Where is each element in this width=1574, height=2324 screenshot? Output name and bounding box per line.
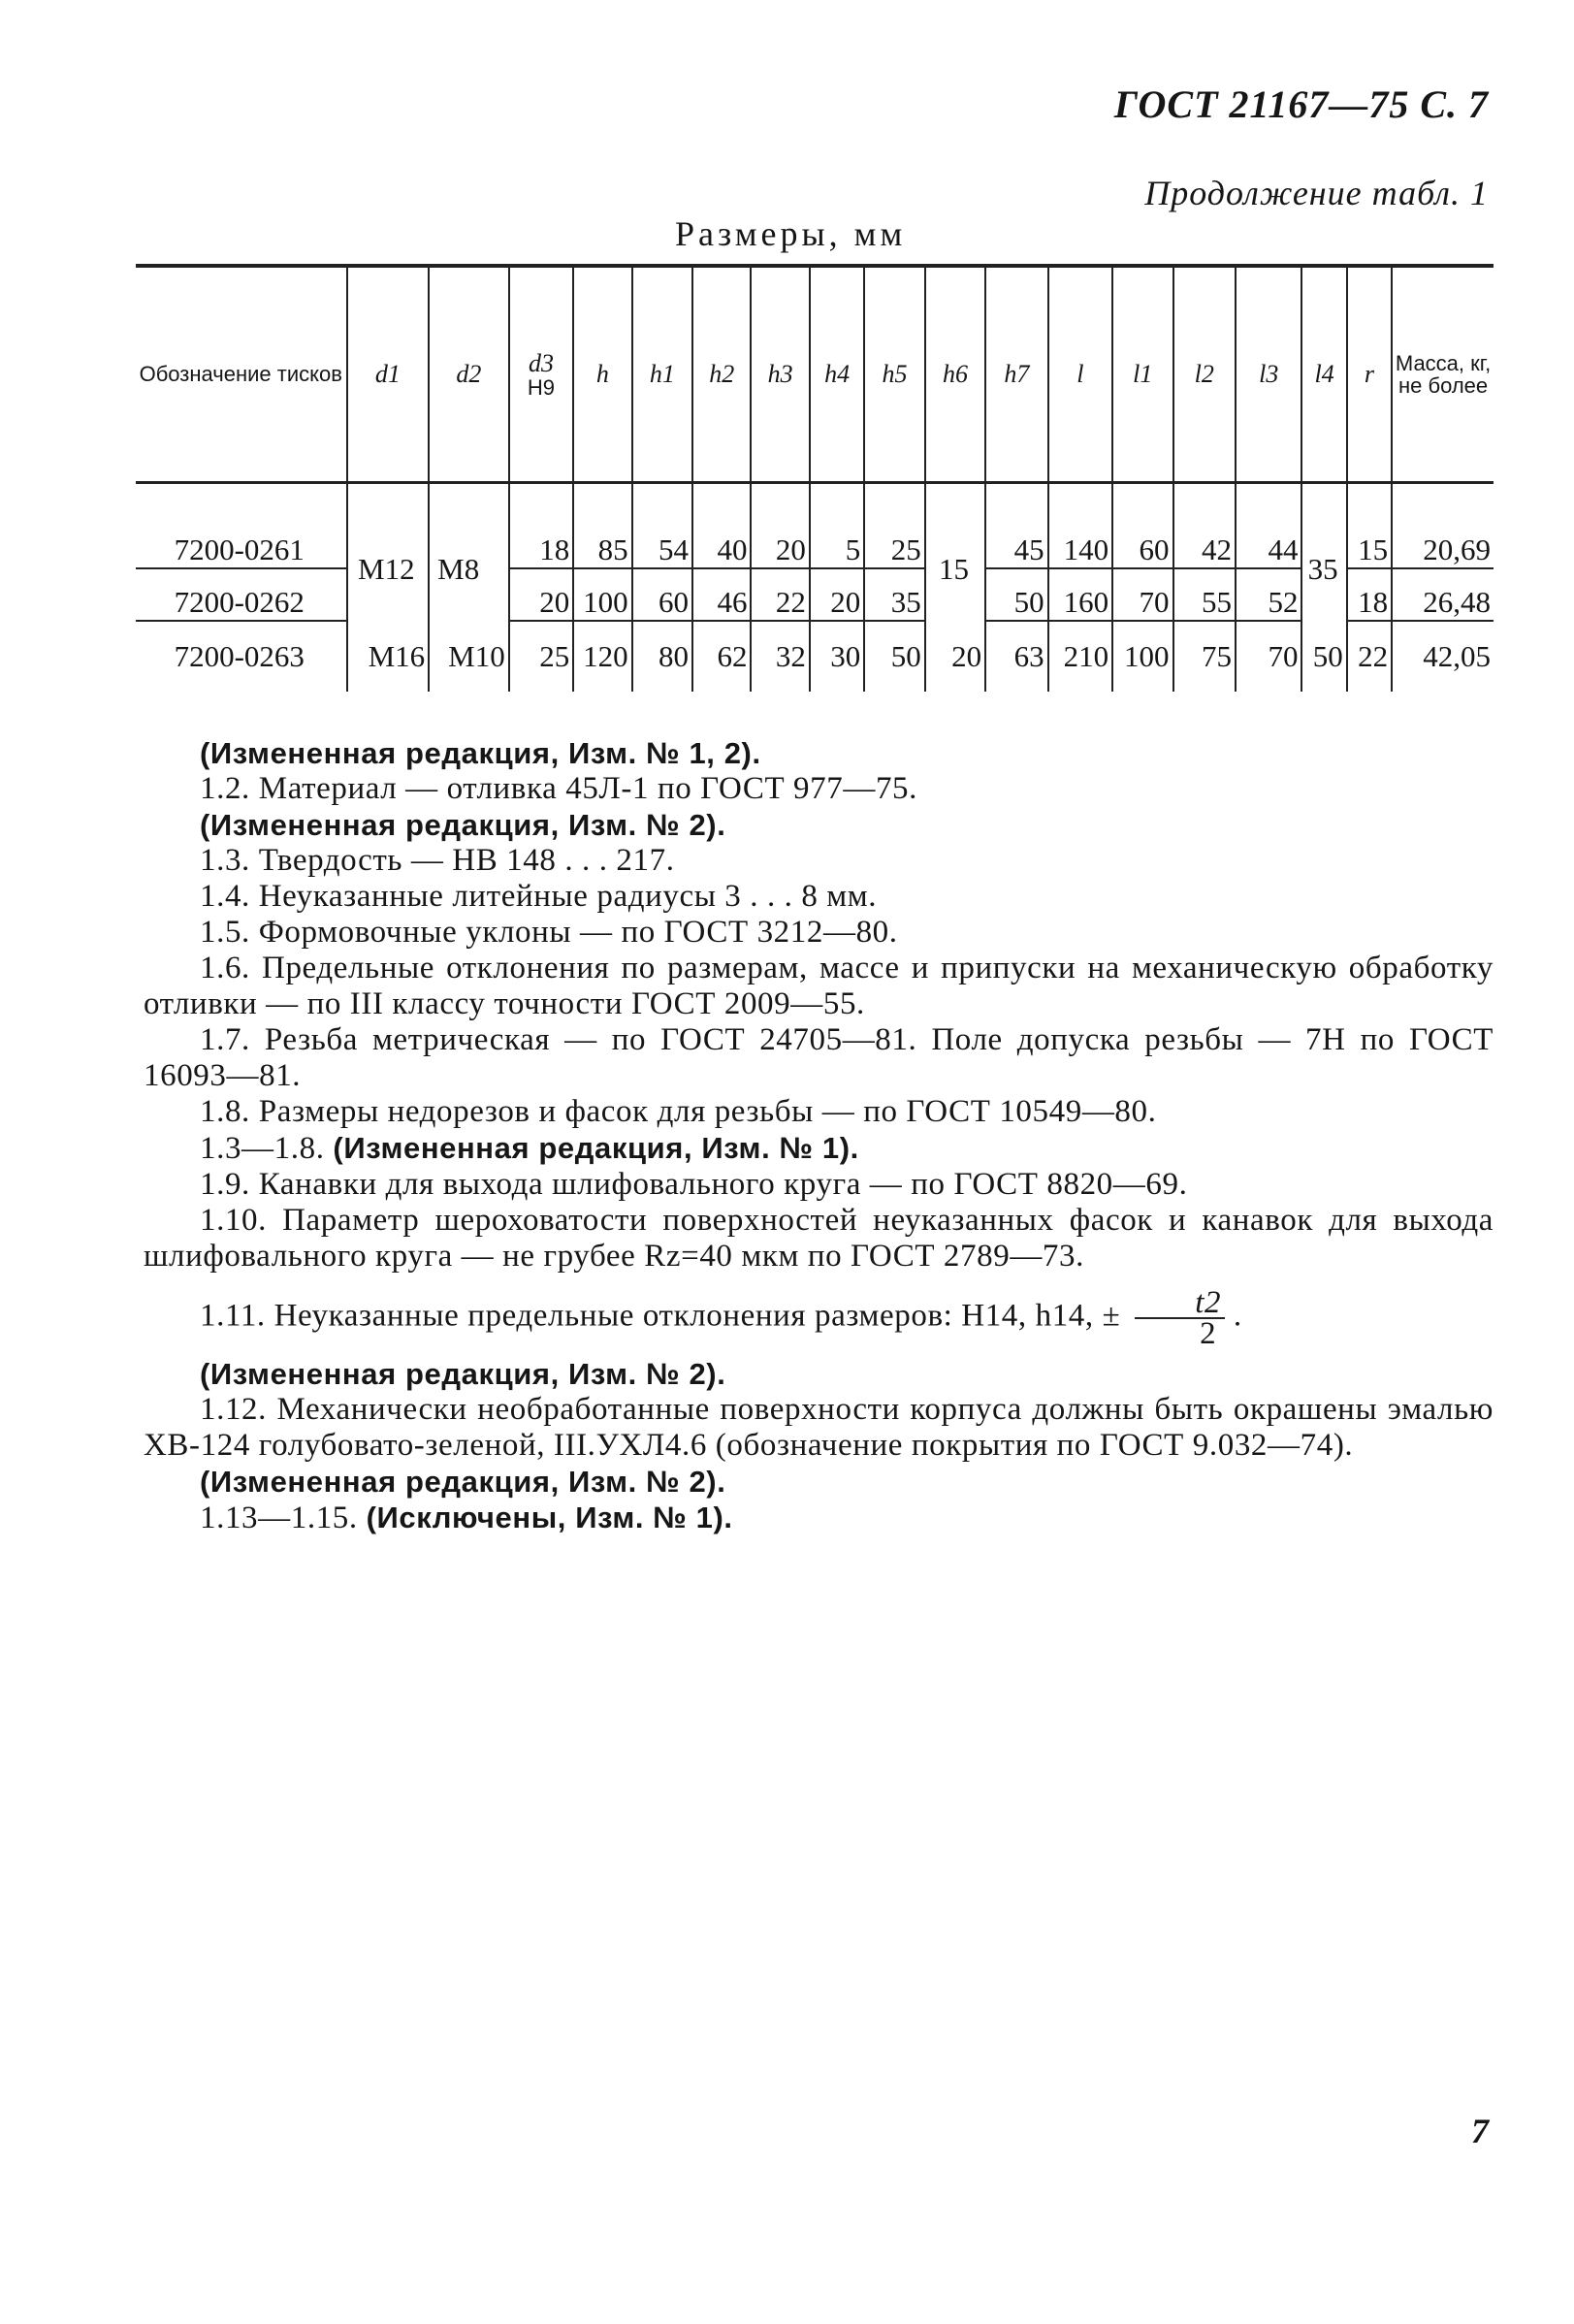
col-header-h1: h1 xyxy=(632,266,692,483)
cell-l1: 70 xyxy=(1112,568,1172,621)
amendment-note: (Измененная редакция, Изм. № 2). xyxy=(200,1357,726,1391)
cell-d2: М8 xyxy=(429,483,509,622)
dimensions-table xyxy=(136,264,1494,692)
amendment-text: (Измененная редакция, Изм. № 1). xyxy=(333,1131,859,1165)
cell-h4: 5 xyxy=(810,483,864,569)
cell-d3: 20 xyxy=(509,568,573,621)
clause-1-12: 1.12. Механически необработанные поверхности корпуса должны быть окрашены эмалью ХВ-124 голубовато-зеленой, III.УХЛ4.6 (обозначение покрытия по ГОСТ 9.032—74). xyxy=(144,1392,1494,1463)
clause-1-8: 1.8. Размеры недорезов и фасок для резьбы — по ГОСТ 10549—80. xyxy=(200,1094,1157,1129)
clause-1-11-end: . xyxy=(1233,1298,1242,1334)
cell-l3: 44 xyxy=(1236,483,1301,569)
cell-h7: 45 xyxy=(985,483,1047,569)
col-header-h4: h4 xyxy=(810,266,864,483)
clause-1-5: 1.5. Формовочные уклоны — по ГОСТ 3212—80. xyxy=(200,915,898,950)
cell-l1: 100 xyxy=(1112,621,1172,692)
cell-h1: 54 xyxy=(632,483,692,569)
clause-1-7: 1.7. Резьба метрическая — по ГОСТ 24705—81. Поле допуска резьбы — 7Н по ГОСТ 16093—81. xyxy=(144,1022,1494,1093)
col-header-h6: h6 xyxy=(925,266,985,483)
cell-d2: М10 xyxy=(429,621,509,692)
cell-h5: 35 xyxy=(864,568,924,621)
tolerance-fraction xyxy=(1135,1285,1225,1351)
cell-h2: 40 xyxy=(692,483,751,569)
page-header: ГОСТ 21167—75 С. 7 xyxy=(1113,82,1489,126)
col-header-mass: Масса, кг, не более xyxy=(1392,266,1494,483)
cell-mass: 20,69 xyxy=(1392,483,1494,569)
clause-1-11 xyxy=(144,1285,1494,1351)
cell-h2: 46 xyxy=(692,568,751,621)
excluded-note: (Исключены, Изм. № 1). xyxy=(366,1501,733,1534)
cell-l1: 60 xyxy=(1112,483,1172,569)
cell-mass: 42,05 xyxy=(1392,621,1494,692)
cell-h2: 62 xyxy=(692,621,751,692)
col-header-designation: Обозначение тисков xyxy=(139,362,342,387)
cell-l2: 75 xyxy=(1173,621,1236,692)
cell-h1: 80 xyxy=(632,621,692,692)
cell-h: 100 xyxy=(573,568,631,621)
cell-l4: 50 xyxy=(1301,621,1346,692)
cell-l4: 35 xyxy=(1301,483,1346,622)
col-header-r: r xyxy=(1347,266,1392,483)
amendment-note-1-3-1-8 xyxy=(144,1130,1494,1167)
cell-d1: М16 xyxy=(347,621,430,692)
cell-h4: 30 xyxy=(810,621,864,692)
table-continuation-label: Продолжение табл. 1 xyxy=(1144,174,1489,212)
cell-h: 120 xyxy=(573,621,631,692)
amendment-note: (Измененная редакция, Изм. № 1, 2). xyxy=(200,736,761,770)
clause-1-10: 1.10. Параметр шероховатости поверхностей неуказанных фасок и канавок для выхода шлифовального круга — не грубее Rz=40 мкм по ГОСТ 2789—73. xyxy=(144,1203,1494,1274)
amendment-note: (Измененная редакция, Изм. № 2). xyxy=(200,1465,726,1499)
cell-h: 85 xyxy=(573,483,631,569)
clause-1-3: 1.3. Твердость — НВ 148 . . . 217. xyxy=(200,843,675,878)
clause-1-4: 1.4. Неуказанные литейные радиусы 3 . . . 8 мм. xyxy=(200,879,878,914)
cell-designation: 7200-0262 xyxy=(136,568,347,621)
cell-h5: 25 xyxy=(864,483,924,569)
col-header-h5: h5 xyxy=(864,266,924,483)
cell-l3: 70 xyxy=(1236,621,1301,692)
cell-designation: 7200-0261 xyxy=(136,483,347,569)
cell-h4: 20 xyxy=(810,568,864,621)
col-header-l1: l1 xyxy=(1112,266,1172,483)
col-header-h3: h3 xyxy=(751,266,809,483)
cell-d1: М12 xyxy=(347,483,430,622)
table-caption: Размеры, мм xyxy=(675,214,907,253)
clause-1-6: 1.6. Предельные отклонения по размерам, массе и припуски на механическую обработку отливки — по III классу точности ГОСТ 2009—55. xyxy=(144,951,1494,1021)
cell-r: 22 xyxy=(1347,621,1392,692)
col-header-l3: l3 xyxy=(1236,266,1301,483)
cell-d3: 25 xyxy=(509,621,573,692)
col-header-d2: d2 xyxy=(429,266,509,483)
cell-l: 140 xyxy=(1048,483,1112,569)
fraction-denominator: 2 xyxy=(1200,1316,1217,1351)
col-header-h7: h7 xyxy=(985,266,1047,483)
col-header-d3: d3 H9 xyxy=(509,266,573,483)
clause-1-2: 1.2. Материал — отливка 45Л-1 по ГОСТ 977—75. xyxy=(200,771,918,806)
cell-mass: 26,48 xyxy=(1392,568,1494,621)
cell-l2: 55 xyxy=(1173,568,1236,621)
dimensions-table-wrapper xyxy=(136,264,1494,692)
cell-r: 18 xyxy=(1347,568,1392,621)
clause-range: 1.13—1.15. xyxy=(200,1501,367,1535)
col-header-h: h xyxy=(573,266,631,483)
table-row xyxy=(136,483,1494,569)
cell-h3: 32 xyxy=(751,621,809,692)
cell-h1: 60 xyxy=(632,568,692,621)
cell-l: 210 xyxy=(1048,621,1112,692)
clause-range: 1.3—1.8. xyxy=(200,1131,334,1166)
cell-l3: 52 xyxy=(1236,568,1301,621)
cell-h6: 20 xyxy=(925,621,985,692)
col-header-l4: l4 xyxy=(1301,266,1346,483)
cell-l: 160 xyxy=(1048,568,1112,621)
amendment-note: (Измененная редакция, Изм. № 2). xyxy=(200,808,726,842)
cell-r: 15 xyxy=(1347,483,1392,569)
col-header-d3-tolerance: H9 xyxy=(527,375,556,401)
cell-h7: 50 xyxy=(985,568,1047,621)
col-header-l: l xyxy=(1048,266,1112,483)
table-header-row xyxy=(136,266,1494,483)
cell-d3: 18 xyxy=(509,483,573,569)
clauses-1-13-1-15 xyxy=(144,1500,1494,1536)
cell-h3: 22 xyxy=(751,568,809,621)
cell-h7: 63 xyxy=(985,621,1047,692)
cell-h6: 15 xyxy=(925,483,985,622)
table-row xyxy=(136,568,1494,621)
fraction-numerator: t2 xyxy=(1135,1288,1225,1319)
page-number: 7 xyxy=(1471,2112,1489,2150)
cell-designation: 7200-0263 xyxy=(174,639,305,673)
cell-l2: 42 xyxy=(1173,483,1236,569)
body-text xyxy=(144,735,1494,1536)
col-header-d1: d1 xyxy=(347,266,430,483)
table-row xyxy=(136,621,1494,692)
cell-h3: 20 xyxy=(751,483,809,569)
clause-1-11-text: 1.11. Неуказанные предельные отклонения размеров: H14, h14, ± xyxy=(200,1298,1121,1334)
cell-h5: 50 xyxy=(864,621,924,692)
col-header-h2: h2 xyxy=(692,266,751,483)
clause-1-9: 1.9. Канавки для выхода шлифовального круга — по ГОСТ 8820—69. xyxy=(200,1167,1188,1202)
col-header-l2: l2 xyxy=(1173,266,1236,483)
